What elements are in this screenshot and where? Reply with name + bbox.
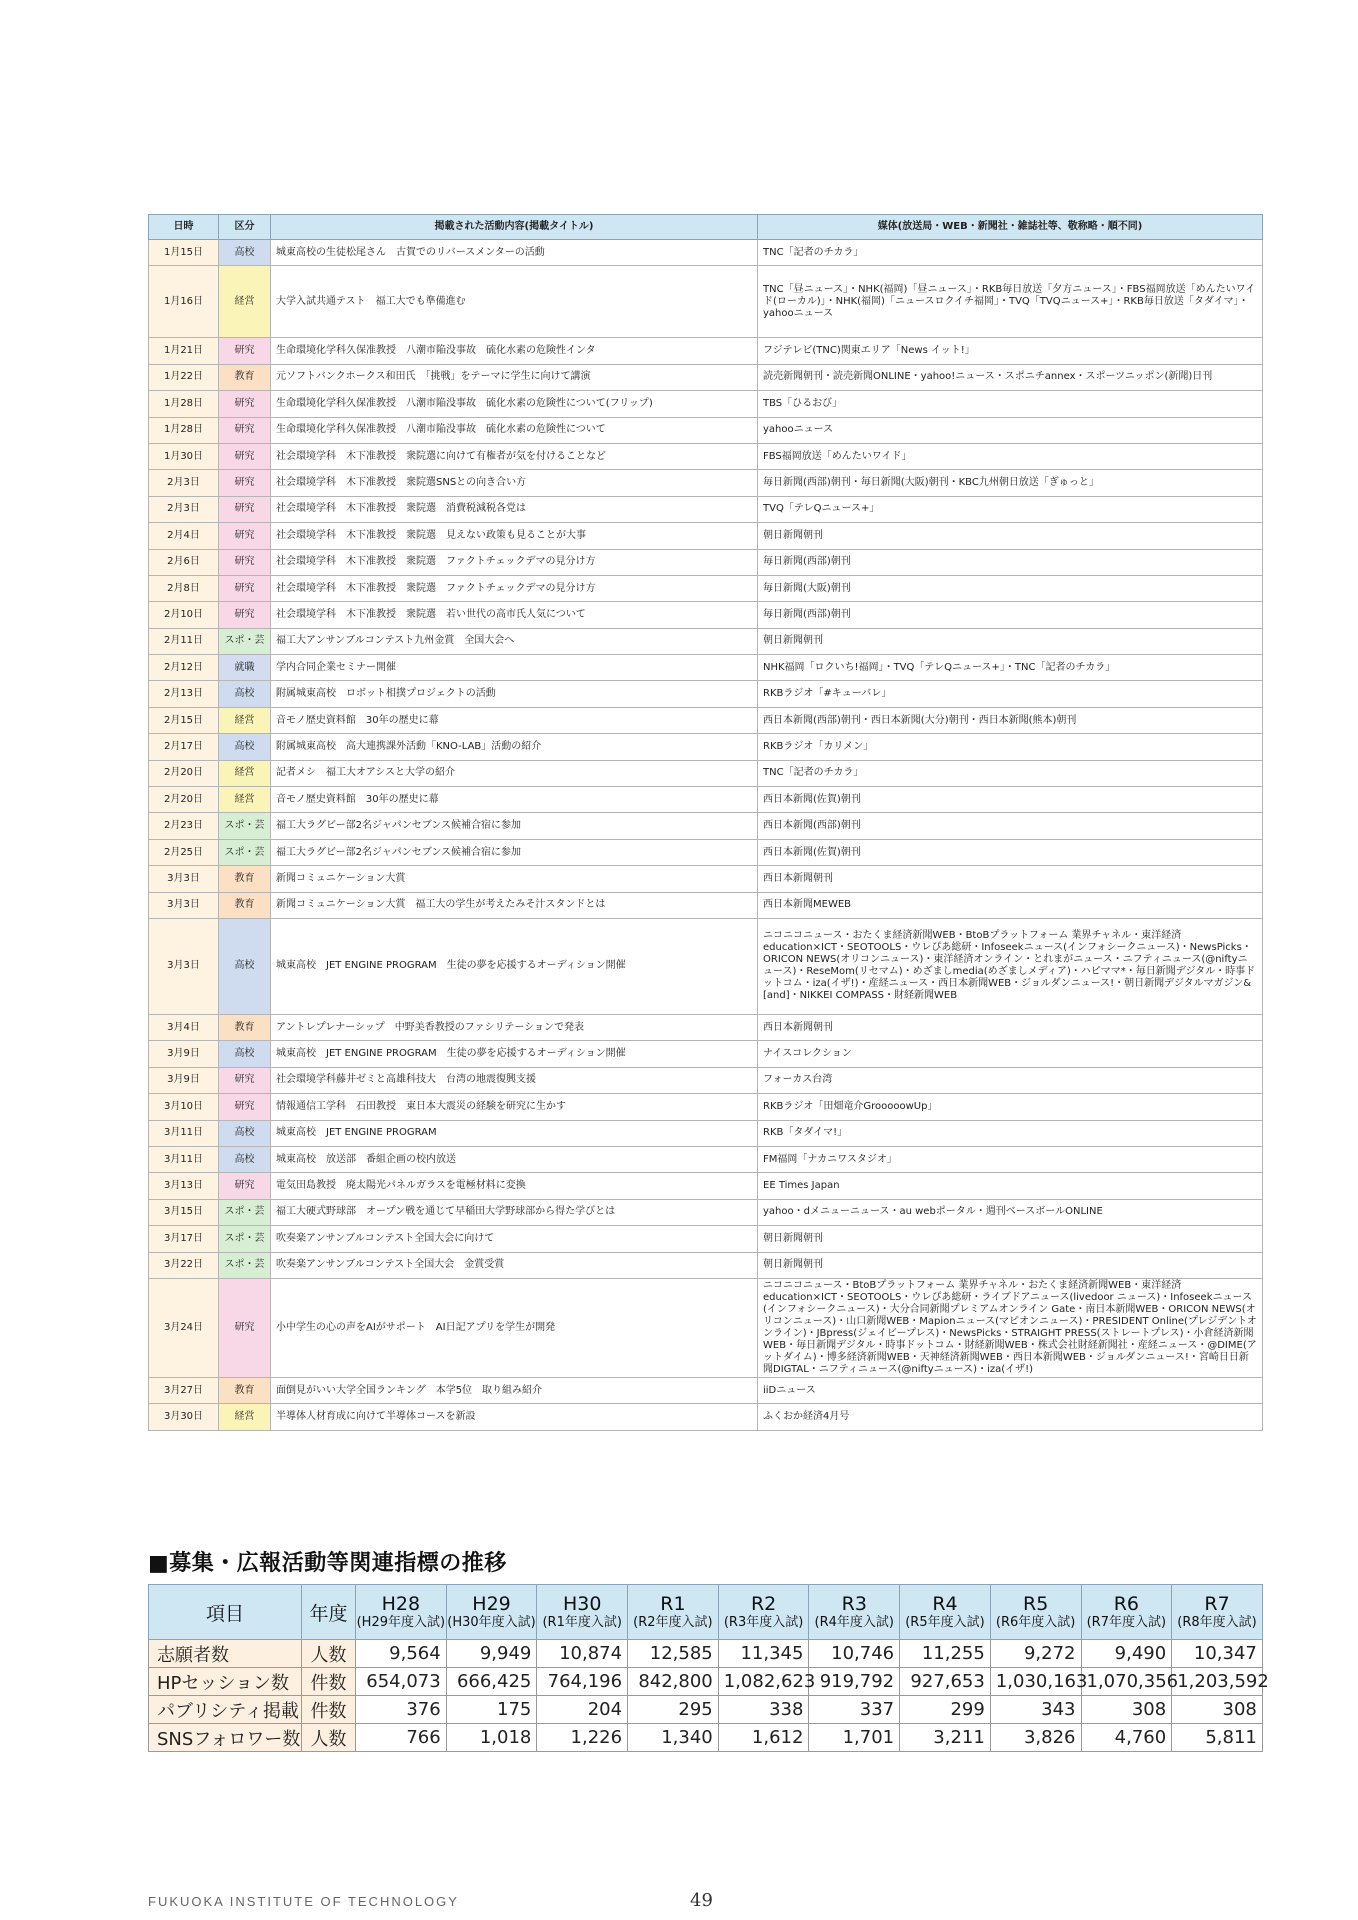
indicator-unit: 件数 — [302, 1668, 356, 1696]
table-row — [149, 1014, 1263, 1040]
row-category: 高校 — [219, 918, 271, 1014]
row-category: 教育 — [219, 866, 271, 892]
row-media: 毎日新聞(西部)朝刊・毎日新聞(大阪)朝刊・KBC九州朝日放送「ぎゅっと」 — [758, 470, 1263, 496]
indicator-value: 10,746 — [809, 1640, 900, 1668]
indicator-value: 12,585 — [628, 1640, 719, 1668]
row-title: 社会環境学科 木下准教授 衆院選 ファクトチェックデマの見分け方 — [271, 549, 758, 575]
row-title: 社会環境学科 木下准教授 衆院選 見えない政策も見ることが大事 — [271, 523, 758, 549]
table-row — [149, 839, 1263, 865]
row-title: 福工大ラグビー部2名ジャパンセブンス候補合宿に参加 — [271, 813, 758, 839]
header-year — [809, 1585, 900, 1640]
row-date: 3月27日 — [149, 1377, 219, 1403]
row-date: 1月28日 — [149, 391, 219, 417]
row-title: 面倒見がいい大学全国ランキング 本学5位 取り組み紹介 — [271, 1377, 758, 1403]
year-label: R4 — [932, 1593, 958, 1615]
header-year — [628, 1585, 719, 1640]
indicator-value: 3,826 — [990, 1724, 1081, 1752]
table-row — [149, 760, 1263, 786]
table-row — [149, 1252, 1263, 1278]
row-category: 経営 — [219, 787, 271, 813]
row-date: 3月4日 — [149, 1014, 219, 1040]
row-media: 西日本新聞MEWEB — [758, 892, 1263, 918]
indicator-value: 9,949 — [446, 1640, 537, 1668]
row-title: 吹奏楽アンサンブルコンテスト全国大会に向けて — [271, 1226, 758, 1252]
row-media: ニコニコニュース・BtoBプラットフォーム 業界チャネル・おたくま経済新聞WEB・東洋経済education×ICT・SEOTOOLS・ウレぴあ総研・ライブドアニュース(livedoor ニュース)・Infoseekニュース(インフォシークニュース)・大分合同新聞プレミアムオンライン Gate・南日本新聞WEB・ORICON NEWS(オリコンニュース)・山口新聞WEB・Mapionニュース(マピオンニュース)・PRESIDENT Online(プレジデントオンライン)・JBpress(ジェイビープレス)・NewsPicks・STRAIGHT PRESS(ストレートプレス)・小倉経済新聞WEB・毎日新聞デジタル・時事ドットコム・財経新聞WEB・株式会社財経新聞社・産経ニュース・@DIME(アットダイム)・博多経済新聞WEB・天神経済新聞WEB・西日本新聞WEB・ジョルダンニュース!・宮崎日日新聞DIGTAL・ニフティニュース(@niftyニュース)・iza(イザ!) — [758, 1278, 1263, 1377]
year-label: H30 — [562, 1593, 602, 1615]
row-title: 音モノ歴史資料館 30年の歴史に幕 — [271, 707, 758, 733]
row-date: 2月20日 — [149, 787, 219, 813]
row-title: 附属城東高校 高大連携課外活動「KNO-LAB」活動の紹介 — [271, 734, 758, 760]
row-category: 研究 — [219, 470, 271, 496]
indicators-table-body — [149, 1640, 1269, 1752]
row-date: 3月13日 — [149, 1173, 219, 1199]
table-row — [149, 470, 1263, 496]
row-date: 2月23日 — [149, 813, 219, 839]
year-sublabel: (H29年度入試) — [356, 1615, 446, 1630]
indicator-value: 919,792 — [809, 1668, 900, 1696]
row-media: RKBラジオ「田畑竜介GrooooowUp」 — [758, 1094, 1263, 1120]
row-title: 元ソフトバンクホークス和田氏 「挑戦」をテーマに学生に向けて講演 — [271, 364, 758, 390]
row-media: TNC「記者のチカラ」 — [758, 240, 1263, 266]
row-date: 1月28日 — [149, 417, 219, 443]
indicator-label: SNSフォロワー数 — [149, 1724, 302, 1752]
indicator-row — [149, 1696, 1263, 1724]
table-row — [149, 1226, 1263, 1252]
row-title: 半導体人材育成に向けて半導体コースを新設 — [271, 1404, 758, 1430]
footer-organization: FUKUOKA INSTITUTE OF TECHNOLOGY — [148, 1894, 459, 1909]
row-media: フジテレビ(TNC)関東エリア「News イット!」 — [758, 338, 1263, 364]
table-row — [149, 575, 1263, 601]
indicator-value: 338 — [718, 1696, 809, 1724]
year-sublabel: (R6年度入試) — [995, 1615, 1076, 1630]
row-category: 教育 — [219, 364, 271, 390]
year-label: R3 — [841, 1593, 867, 1615]
indicator-value: 9,272 — [990, 1640, 1081, 1668]
row-media: ふくおか経済4月号 — [758, 1404, 1263, 1430]
table-row — [149, 417, 1263, 443]
table-row — [149, 628, 1263, 654]
indicator-value: 1,070,356 — [1081, 1668, 1172, 1696]
row-title: 新聞コミュニケーション大賞 福工大の学生が考えたみそ汁スタンドとは — [271, 892, 758, 918]
row-media: ナイスコレクション — [758, 1041, 1263, 1067]
row-media: TNC「昼ニュース」・NHK(福岡)「昼ニュース」・RKB毎日放送「夕方ニュース」・FBS福岡放送「めんたいワイド(ローカル)」・NHK(福岡)「ニュースロクイチ福岡」・TVQ「TVQニュース+」・RKB毎日放送「タダイマ」・yahooニュース — [758, 266, 1263, 338]
row-category: 高校 — [219, 734, 271, 760]
row-date: 2月4日 — [149, 523, 219, 549]
row-category: 研究 — [219, 391, 271, 417]
indicator-value: 295 — [628, 1696, 719, 1724]
row-category: 高校 — [219, 240, 271, 266]
row-category: 研究 — [219, 575, 271, 601]
row-title: 福工大硬式野球部 オープン戦を通じて早稲田大学野球部から得た学びとは — [271, 1199, 758, 1225]
row-category: 研究 — [219, 1173, 271, 1199]
indicator-unit: 人数 — [302, 1640, 356, 1668]
row-title: 社会環境学科藤井ゼミと高雄科技大 台湾の地震復興支援 — [271, 1067, 758, 1093]
table-row — [149, 1041, 1263, 1067]
row-title: 城東高校の生徒松尾さん 古賀でのリバースメンターの活動 — [271, 240, 758, 266]
row-date: 3月17日 — [149, 1226, 219, 1252]
row-category: 研究 — [219, 496, 271, 522]
row-category: 高校 — [219, 1120, 271, 1146]
row-media: 西日本新聞朝刊 — [758, 1014, 1263, 1040]
row-title: 社会環境学科 木下准教授 衆院選 若い世代の高市氏人気について — [271, 602, 758, 628]
table-row — [149, 1146, 1263, 1172]
indicator-value: 1,203,592 — [1172, 1668, 1263, 1696]
row-date: 3月30日 — [149, 1404, 219, 1430]
year-label: R2 — [750, 1593, 777, 1615]
indicator-value: 11,255 — [900, 1640, 991, 1668]
row-date: 2月3日 — [149, 496, 219, 522]
section-heading: ■募集・広報活動等関連指標の推移 — [148, 1551, 507, 1576]
row-category: スポ・芸 — [219, 813, 271, 839]
header-year — [718, 1585, 809, 1640]
row-title: 社会環境学科 木下准教授 衆院選 消費税減税各党は — [271, 496, 758, 522]
year-sublabel: (R5年度入試) — [905, 1615, 985, 1630]
row-media: EE Times Japan — [758, 1173, 1263, 1199]
indicator-value: 343 — [990, 1696, 1081, 1724]
row-media: yahoo・dメニューニュース・au webポータル・週刊ベースボールONLINE — [758, 1199, 1263, 1225]
row-date: 3月3日 — [149, 866, 219, 892]
table-row — [149, 787, 1263, 813]
row-category: 経営 — [219, 707, 271, 733]
indicator-value: 175 — [446, 1696, 537, 1724]
row-media: RKB「タダイマ!」 — [758, 1120, 1263, 1146]
indicator-value: 337 — [809, 1696, 900, 1724]
year-label: R6 — [1113, 1593, 1139, 1615]
row-date: 3月11日 — [149, 1120, 219, 1146]
row-date: 3月9日 — [149, 1041, 219, 1067]
indicator-row — [149, 1724, 1263, 1752]
row-date: 3月3日 — [149, 918, 219, 1014]
indicator-value: 1,226 — [537, 1724, 628, 1752]
row-title: 情報通信工学科 石田教授 東日本大震災の経験を研究に生かす — [271, 1094, 758, 1120]
table-row — [149, 523, 1263, 549]
indicators-header-row — [149, 1585, 1263, 1640]
header-year — [1172, 1585, 1263, 1640]
row-date: 2月25日 — [149, 839, 219, 865]
row-media: TVQ「テレQニュース+」 — [758, 496, 1263, 522]
row-title: 記者メシ 福工大オアシスと大学の紹介 — [271, 760, 758, 786]
row-title: 生命環境化学科久保准教授 八潮市陥没事故 硫化水素の危険性について(フリップ) — [271, 391, 758, 417]
header-year — [446, 1585, 537, 1640]
table-row — [149, 707, 1263, 733]
year-sublabel: (R1年度入試) — [542, 1615, 622, 1630]
row-date: 3月9日 — [149, 1067, 219, 1093]
row-category: 経営 — [219, 760, 271, 786]
row-date: 3月3日 — [149, 892, 219, 918]
row-category: 研究 — [219, 602, 271, 628]
indicator-unit: 件数 — [302, 1696, 356, 1724]
row-media: RKBラジオ「カリメン」 — [758, 734, 1263, 760]
table-row — [149, 1377, 1263, 1403]
year-label: R7 — [1204, 1593, 1230, 1615]
indicator-value: 927,653 — [900, 1668, 991, 1696]
row-category: 教育 — [219, 892, 271, 918]
row-media: RKBラジオ「#キューバレ」 — [758, 681, 1263, 707]
year-sublabel: (R3年度入試) — [723, 1615, 804, 1630]
row-category: 研究 — [219, 417, 271, 443]
row-category: 高校 — [219, 681, 271, 707]
row-category: 研究 — [219, 338, 271, 364]
row-date: 2月3日 — [149, 470, 219, 496]
table-row — [149, 813, 1263, 839]
row-media: 毎日新聞(西部)朝刊 — [758, 602, 1263, 628]
year-label: H29 — [472, 1593, 511, 1615]
row-category: 経営 — [219, 1404, 271, 1430]
row-media: フォーカス台湾 — [758, 1067, 1263, 1093]
indicator-unit: 人数 — [302, 1724, 356, 1752]
row-date: 2月20日 — [149, 760, 219, 786]
table-row — [149, 1173, 1263, 1199]
row-category: スポ・芸 — [219, 1199, 271, 1225]
row-category: 教育 — [219, 1377, 271, 1403]
row-media: 朝日新聞朝刊 — [758, 1252, 1263, 1278]
row-title: 社会環境学科 木下准教授 衆院選に向けて有権者が気を付けることなど — [271, 443, 758, 469]
row-category: 高校 — [219, 1041, 271, 1067]
row-title: 城東高校 放送部 番組企画の校内放送 — [271, 1146, 758, 1172]
indicator-value: 842,800 — [628, 1668, 719, 1696]
row-date: 1月21日 — [149, 338, 219, 364]
row-media: 朝日新聞朝刊 — [758, 523, 1263, 549]
indicator-row — [149, 1668, 1263, 1696]
header-year — [356, 1585, 447, 1640]
row-media: ニコニコニュース・おたくま経済新聞WEB・BtoBプラットフォーム 業界チャネル・東洋経済education×ICT・SEOTOOLS・ウレぴあ総研・Infoseekニュース(インフォシークニュース)・NewsPicks・ORICON NEWS(オリコンニュース)・東洋経済オンライン・とれまがニュース・ニフティニュース(@niftyニュース)・ReseMom(リセマム)・めざましmedia(めざましメディア)・ハピママ*・毎日新聞デジタル・時事ドットコム・iza(イザ!)・産経ニュース・西日本新聞WEB・ジョルダンニュース!・朝日新聞デジタルマガジン&[and]・NIKKEI COMPASS・財経新聞WEB — [758, 918, 1263, 1014]
indicator-value: 1,701 — [809, 1724, 900, 1752]
row-category: 研究 — [219, 549, 271, 575]
row-category: スポ・芸 — [219, 1226, 271, 1252]
row-title: 生命環境化学科久保准教授 八潮市陥没事故 硫化水素の危険性インタ — [271, 338, 758, 364]
row-date: 1月30日 — [149, 443, 219, 469]
row-date: 2月17日 — [149, 734, 219, 760]
row-title: 社会環境学科 木下准教授 衆院選SNSとの向き合い方 — [271, 470, 758, 496]
header-year — [900, 1585, 991, 1640]
row-date: 3月24日 — [149, 1278, 219, 1377]
table-row — [149, 1120, 1263, 1146]
year-label: H28 — [381, 1593, 421, 1615]
table-row — [149, 734, 1263, 760]
row-category: 研究 — [219, 1278, 271, 1377]
row-title: 附属城東高校 ロボット相撲プロジェクトの活動 — [271, 681, 758, 707]
year-label: R1 — [660, 1593, 686, 1615]
row-category: 就職 — [219, 655, 271, 681]
row-title: 音モノ歴史資料館 30年の歴史に幕 — [271, 787, 758, 813]
row-category: スポ・芸 — [219, 1252, 271, 1278]
indicator-value: 1,018 — [446, 1724, 537, 1752]
row-media: 毎日新聞(大阪)朝刊 — [758, 575, 1263, 601]
row-media: FM福岡「ナカニワスタジオ」 — [758, 1146, 1263, 1172]
media-table-body — [149, 240, 1263, 1431]
row-title: 大学入試共通テスト 福工大でも準備進む — [271, 266, 758, 338]
indicator-value: 764,196 — [537, 1668, 628, 1696]
row-date: 1月15日 — [149, 240, 219, 266]
indicator-value: 3,211 — [900, 1724, 991, 1752]
table-row — [149, 443, 1263, 469]
header-year — [990, 1585, 1081, 1640]
table-row — [149, 338, 1263, 364]
row-category: 研究 — [219, 1094, 271, 1120]
row-date: 1月16日 — [149, 266, 219, 338]
table-row — [149, 266, 1263, 338]
header-media: 媒体(放送局・WEB・新聞社・雑誌社等、敬称略・順不同) — [758, 215, 1263, 240]
row-title: 福工大ラグビー部2名ジャパンセブンス候補合宿に参加 — [271, 839, 758, 865]
year-sublabel: (H30年度入試) — [447, 1615, 536, 1630]
table-row — [149, 866, 1263, 892]
table-row — [149, 655, 1263, 681]
row-title: 生命環境化学科久保准教授 八潮市陥没事故 硫化水素の危険性について — [271, 417, 758, 443]
indicator-value: 376 — [356, 1696, 447, 1724]
row-category: 研究 — [219, 443, 271, 469]
row-date: 3月11日 — [149, 1146, 219, 1172]
row-media: NHK福岡「ロクいち!福岡」・TVQ「テレQニュース+」・TNC「記者のチカラ」 — [758, 655, 1263, 681]
row-category: スポ・芸 — [219, 628, 271, 654]
row-media: iiDニュース — [758, 1377, 1263, 1403]
table-row — [149, 496, 1263, 522]
header-date: 日時 — [149, 215, 219, 240]
row-media: 朝日新聞朝刊 — [758, 628, 1263, 654]
row-date: 2月15日 — [149, 707, 219, 733]
media-table-header-row — [149, 215, 1263, 240]
row-date: 2月11日 — [149, 628, 219, 654]
indicator-value: 9,564 — [356, 1640, 447, 1668]
row-date: 3月15日 — [149, 1199, 219, 1225]
indicators-table — [148, 1584, 1269, 1752]
indicator-value: 308 — [1172, 1696, 1263, 1724]
row-date: 2月10日 — [149, 602, 219, 628]
table-row — [149, 602, 1263, 628]
indicator-value: 5,811 — [1172, 1724, 1263, 1752]
row-media: FBS福岡放送「めんたいワイド」 — [758, 443, 1263, 469]
row-date: 3月10日 — [149, 1094, 219, 1120]
indicator-value: 11,345 — [718, 1640, 809, 1668]
row-media: 西日本新聞(西部)朝刊 — [758, 813, 1263, 839]
row-title: 吹奏楽アンサンブルコンテスト全国大会 金賞受賞 — [271, 1252, 758, 1278]
row-media: 西日本新聞朝刊 — [758, 866, 1263, 892]
indicator-row — [149, 1640, 1263, 1668]
row-date: 3月22日 — [149, 1252, 219, 1278]
table-row — [149, 1404, 1263, 1430]
row-title: 電気田島教授 廃太陽光パネルガラスを電極材料に変換 — [271, 1173, 758, 1199]
row-media: TBS「ひるおび」 — [758, 391, 1263, 417]
row-date: 2月12日 — [149, 655, 219, 681]
year-label: R5 — [1023, 1593, 1049, 1615]
header-year — [1081, 1585, 1172, 1640]
indicator-label: パブリシティ掲載 — [149, 1696, 302, 1724]
indicator-label: HPセッション数 — [149, 1668, 302, 1696]
row-title: 城東高校 JET ENGINE PROGRAM 生徒の夢を応援するオーディション開催 — [271, 1041, 758, 1067]
table-row — [149, 918, 1263, 1014]
indicator-value: 4,760 — [1081, 1724, 1172, 1752]
row-category: 高校 — [219, 1146, 271, 1172]
row-media: 西日本新聞(佐賀)朝刊 — [758, 839, 1263, 865]
header-item: 項目 — [149, 1585, 302, 1640]
row-media: 毎日新聞(西部)朝刊 — [758, 549, 1263, 575]
table-row — [149, 240, 1263, 266]
row-media: 朝日新聞朝刊 — [758, 1226, 1263, 1252]
table-row — [149, 391, 1263, 417]
row-media: TNC「記者のチカラ」 — [758, 760, 1263, 786]
table-row — [149, 681, 1263, 707]
indicator-value: 654,073 — [356, 1668, 447, 1696]
media-coverage-table — [148, 214, 1263, 1431]
table-row — [149, 549, 1263, 575]
indicator-value: 299 — [900, 1696, 991, 1724]
row-category: 研究 — [219, 523, 271, 549]
header-unit: 年度 — [302, 1585, 356, 1640]
row-media: 西日本新聞(西部)朝刊・西日本新聞(大分)朝刊・西日本新聞(熊本)朝刊 — [758, 707, 1263, 733]
indicator-value: 10,874 — [537, 1640, 628, 1668]
header-year — [537, 1585, 628, 1640]
page-number: 49 — [690, 1890, 713, 1911]
year-sublabel: (R7年度入試) — [1086, 1615, 1167, 1630]
year-sublabel: (R4年度入試) — [814, 1615, 894, 1630]
indicator-value: 10,347 — [1172, 1640, 1263, 1668]
row-category: 教育 — [219, 1014, 271, 1040]
indicator-value: 204 — [537, 1696, 628, 1724]
table-row — [149, 892, 1263, 918]
row-title: 福工大アンサンブルコンテスト九州金賞 全国大会へ — [271, 628, 758, 654]
row-category: 研究 — [219, 1067, 271, 1093]
table-row — [149, 1094, 1263, 1120]
year-sublabel: (R8年度入試) — [1177, 1615, 1257, 1630]
table-row — [149, 1199, 1263, 1225]
indicator-value: 308 — [1081, 1696, 1172, 1724]
indicator-value: 1,612 — [718, 1724, 809, 1752]
indicator-value: 766 — [356, 1724, 447, 1752]
row-date: 2月6日 — [149, 549, 219, 575]
row-media: yahooニュース — [758, 417, 1263, 443]
row-date: 2月8日 — [149, 575, 219, 601]
table-row — [149, 1067, 1263, 1093]
row-media: 西日本新聞(佐賀)朝刊 — [758, 787, 1263, 813]
indicator-label: 志願者数 — [149, 1640, 302, 1668]
table-row — [149, 364, 1263, 390]
row-title: 城東高校 JET ENGINE PROGRAM — [271, 1120, 758, 1146]
header-title: 掲載された活動内容(掲載タイトル) — [271, 215, 758, 240]
indicator-value: 1,340 — [628, 1724, 719, 1752]
row-title: 社会環境学科 木下准教授 衆院選 ファクトチェックデマの見分け方 — [271, 575, 758, 601]
row-title: アントレプレナーシップ 中野美香教授のファシリテーションで発表 — [271, 1014, 758, 1040]
indicator-value: 666,425 — [446, 1668, 537, 1696]
indicator-value: 9,490 — [1081, 1640, 1172, 1668]
row-media: 読売新聞朝刊・読売新聞ONLINE・yahoo!ニュース・スポニチannex・スポーツニッポン(新聞)日刊 — [758, 364, 1263, 390]
row-title: 小中学生の心の声をAIがサポート AI日記アプリを学生が開発 — [271, 1278, 758, 1377]
header-category: 区分 — [219, 215, 271, 240]
indicator-value: 1,082,623 — [718, 1668, 809, 1696]
row-category: 経営 — [219, 266, 271, 338]
year-sublabel: (R2年度入試) — [633, 1615, 713, 1630]
row-title: 新聞コミュニケーション大賞 — [271, 866, 758, 892]
row-title: 城東高校 JET ENGINE PROGRAM 生徒の夢を応援するオーディション開催 — [271, 918, 758, 1014]
row-date: 1月22日 — [149, 364, 219, 390]
row-category: スポ・芸 — [219, 839, 271, 865]
table-row — [149, 1278, 1263, 1377]
indicator-value: 1,030,163 — [990, 1668, 1081, 1696]
row-date: 2月13日 — [149, 681, 219, 707]
row-title: 学内合同企業セミナー開催 — [271, 655, 758, 681]
